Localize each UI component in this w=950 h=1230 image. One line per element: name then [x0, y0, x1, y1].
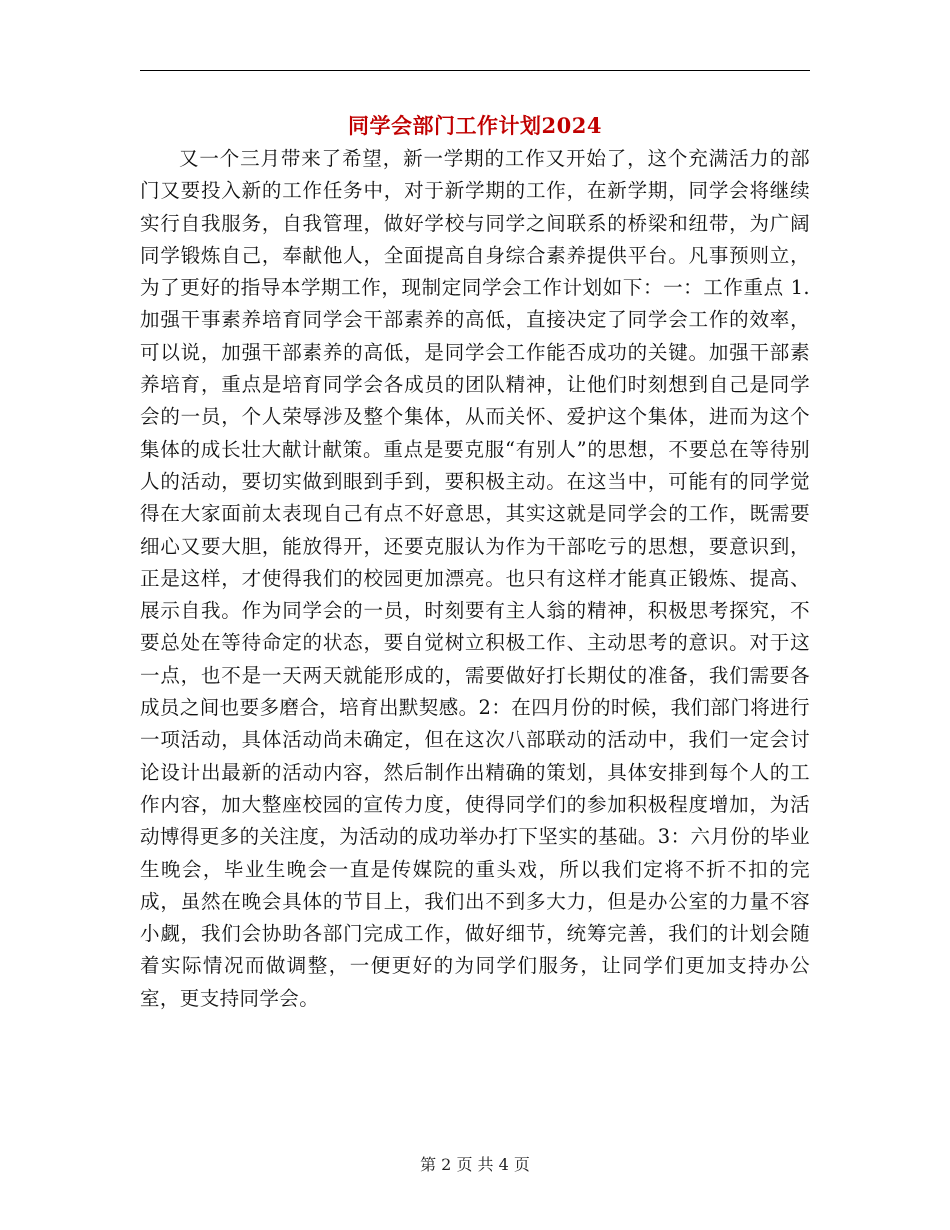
header-rule	[140, 70, 810, 71]
document-title: 同学会部门工作计划2024	[348, 113, 602, 138]
page-number: 第 2 页 共 4 页	[420, 1155, 530, 1174]
body-paragraph: 又一个三月带来了希望，新一学期的工作又开始了，这个充满活力的部门又要投入新的工作任务中，对于新学期的工作，在新学期，同学会将继续实行自我服务，自我管理，做好学校与同学之间联系的桥梁和纽带，为广阔同学锻炼自己，奉献他人，全面提高自身综合素养提供平台。凡事预则立，为了更好的指导本学期工作，现制定同学会工作计划如下：一：工作重点 1. 加强干事素养培育同学会干部素养的高低，直接决定了同学会工作的效率，可以说，加强干部素养的高低，是同学会工作能否成功的关键。加强干部素养培育，重点是培育同学会各成员的团队精神，让他们时刻想到自己是同学会的一员，个人荣辱涉及整个集体，从而关怀、爱护这个集体，进而为这个集体的成长壮大献计献策。重点是要克服“有别人”的思想，不要总在等待别人的活动，要切实做到眼到手到，要积极主动。在这当中，可能有的同学觉得在大家面前太表现自己有点不好意思，其实这就是同学会的工作，既需要细心又要大胆，能放得开，还要克服认为作为干部吃亏的思想，要意识到，正是这样，才使得我们的校园更加漂亮。也只有这样才能真正锻炼、提高、展示自我。作为同学会的一员，时刻要有主人翁的精神，积极思考探究，不要总处在等待命定的状态，要自觉树立积极工作、主动思考的意识。对于这一点，也不是一天两天就能形成的，需要做好打长期仗的准备，我们需要各成员之间也要多磨合，培育出默契感。2：在四月份的时候，我们部门将进行一项活动，具体活动尚未确定，但在这次八部联动的活动中，我们一定会讨论设计出最新的活动内容，然后制作出精确的策划，具体安排到每个人的工作内容，加大整座校园的宣传力度，使得同学们的参加积极程度增加，为活动博得更多的关注度，为活动的成功举办打下坚实的基础。3：六月份的毕业生晚会，毕业生晚会一直是传媒院的重头戏，所以我们定将不折不扣的完成，虽然在晚会具体的节目上，我们出不到多大力，但是办公室的力量不容小觑，我们会协助各部门完成工作，做好细节，统筹完善，我们的计划会随着实际情况而做调整，一便更好的为同学们服务，让同学们更加支持办公室，更支持同学会。	[140, 147, 810, 1010]
